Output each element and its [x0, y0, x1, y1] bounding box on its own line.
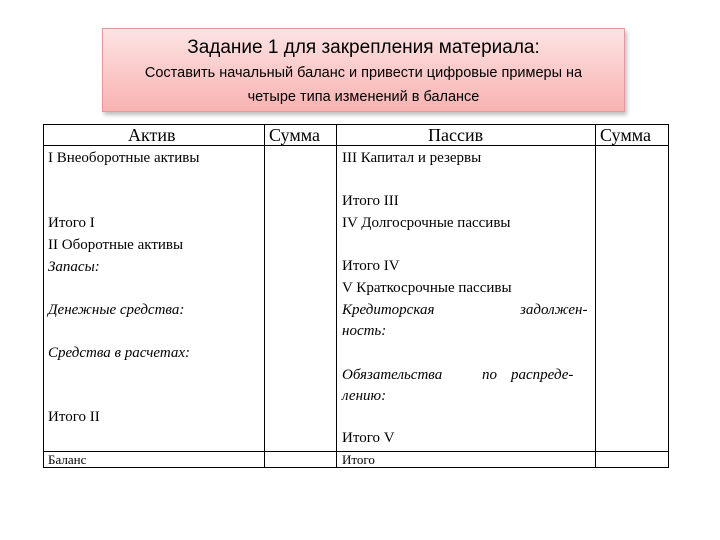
itogo-2: Итого II [48, 409, 100, 425]
kreditorskaya-line-2: ность: [342, 323, 387, 339]
denezhnye-sredstva: Денежные средства: [48, 302, 185, 318]
itogo-total: Итого [342, 452, 375, 467]
section-2: II Оборотные активы [48, 237, 184, 253]
task-title: Задание 1 для закрепления материала: [187, 37, 540, 58]
itogo-3: Итого III [342, 193, 399, 209]
obyazatelstva-word-3: распреде- [511, 367, 574, 383]
zapasy: Запасы: [48, 259, 100, 275]
header-passiv: Пассив [428, 125, 484, 145]
itogo-1: Итого I [48, 215, 95, 231]
balance-table [43, 124, 669, 468]
obyazatelstva-line-2: лению: [342, 388, 387, 404]
header-aktiv: Актив [128, 125, 176, 145]
task-text-line-2: четыре типа изменений в балансе [247, 89, 480, 105]
table-border-left [43, 124, 44, 468]
task-box [102, 28, 625, 112]
section-3: III Капитал и резервы [342, 150, 482, 166]
sredstva-v-raschetah: Средства в расчетах: [48, 345, 191, 361]
kreditorskaya-word-2: задолжен- [520, 302, 588, 318]
itogo-4: Итого IV [342, 258, 400, 274]
header-summa-2: Сумма [600, 125, 651, 145]
itogo-5: Итого V [342, 430, 395, 446]
kreditorskaya-word-1: Кредиторская [342, 302, 435, 318]
balance-label: Баланс [48, 452, 87, 467]
section-4: IV Долгосрочные пассивы [342, 215, 511, 231]
section-5: V Краткосрочные пассивы [342, 280, 512, 296]
obyazatelstva-word-1: Обязательства [342, 367, 443, 383]
header-summa-1: Сумма [269, 125, 320, 145]
col-divider-2 [336, 124, 337, 468]
task-text-line-1: Составить начальный баланс и привести цифровые примеры на [144, 65, 583, 81]
col-divider-3 [595, 124, 596, 468]
obyazatelstva-word-2: по [482, 367, 497, 383]
section-1: I Внеоборотные активы [48, 150, 200, 166]
table-border-right [668, 124, 669, 468]
col-divider-1 [264, 124, 265, 468]
